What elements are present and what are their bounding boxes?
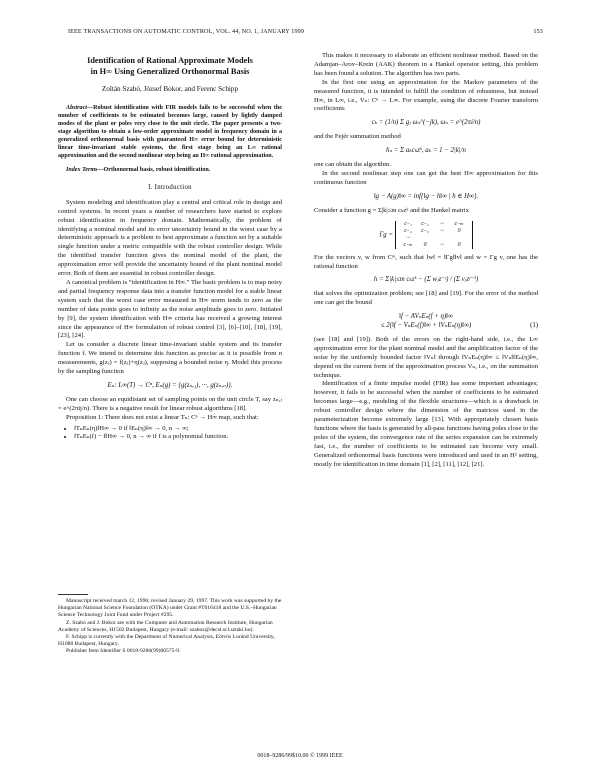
right-paragraph-3: and the Fejér summation method: [314, 133, 401, 141]
hankel-row: [400, 242, 468, 249]
hankel-cell: ···: [439, 220, 445, 227]
hankel-cell: ···: [439, 241, 445, 248]
hankel-cell: ···: [439, 227, 445, 234]
journal-name: IEEE TRANSACTIONS ON AUTOMATIC CONTROL, VOL. 44, NO. 1, JANUARY 1999: [68, 28, 305, 35]
index-terms: [58, 166, 282, 174]
right-paragraph-10: Identification of a finite impulse model (FIR) has some important advantages; however, it fails to be successful when the number of coefficients to be estimated becomes large—e.g., modeling of the flexible structures—which is a drawback in robust controller design where the dimension of the matrices used in the parameterization become extremely large [13]. With appropriately chosen basis functions where the basis is generated by all-pass functions having poles close to the poles of the system, the convergence rate of the series expansion can be extremely fast, i.e., the number of coefficients to be estimated can become very small. Generalized orthonormal basis functions were introduced and used in an H² setting, mostly for identification in time domain [1], [2], [11], [12], [21].: [314, 380, 538, 468]
hankel-row: [400, 228, 468, 235]
intro-paragraph-1: System modeling and identification play a central and critical role in design and control systems. In recent years a number of researchers have started to explore robust identification in frequency domain. Mathematically, the problem of identifying a nominal model and its error uncertainty bound in the worst case by a deterministic approach is a problem to best approximate a function set by a suitable single function under a metric compatible with the robust controller design. While the identified transfer function gives the nominal model of the plant, the approximation error will provide the uncertainty bound of the plant nominal model error. Both of them are essential in robust controller design.: [58, 198, 282, 278]
proposition-list: [68, 425, 282, 443]
hankel-matrix-body: [395, 221, 473, 249]
abstract: [58, 104, 282, 160]
abstract-text: Robust identification with FIR models fails to be successful when the number of coefficients to be estimated becomes large, caused by lightly damped modes of the plant or poles very close to the unit circle. The paper presents a two-stage algorithm to obtain a low-order approximate model in frequency domain in a generalized orthonormal basis with guaranteed H∞ error bound for deterministic linear time-invariant stable systems, the first stage being an L∞ rational approximation and the second nonlinear step being an H∞ rational approximation.: [58, 104, 282, 159]
index-terms-text: Orthonormal basis, robust identification.: [103, 166, 211, 173]
paper-title: [64, 56, 276, 77]
abstract-label: Abstract—: [66, 104, 94, 111]
footnote-identifier: Publisher Item Identifier S 0018-9286(99)00575-9.: [66, 648, 181, 655]
error-bound-equation: [314, 313, 538, 331]
footnote-affiliation-2: F. Schipp is currently with the Department of Numerical Analysis, Eötvös Loránd University, H1088 Budapest, Hungary.: [58, 634, 275, 648]
right-paragraph-5: In the second nonlinear step one can get the best H∞ approximation for this continuous function: [314, 169, 538, 186]
right-paragraph-9: (see [18] and [19]). Both of the errors on the right-hand side, i.e., the L∞ approximation error for the plant nominal model and the amplification factor of the noise by the uniformly bounded factor ‖Vₙ‖ through ‖VₙEₙ(η)‖∞ ≤ ‖Vₙ‖‖Eₙ(η)‖∞, depend on the current form of the approximation process Vₙ, i.e., on the summation technique.: [314, 335, 538, 379]
right-paragraph-2: In the first one using an approximation for the Markov parameters of the measured function, it is intended to fulfill the condition of robustness, but instead H∞, in L∞, i.e., Vₙ: Cⁿ → L∞. For example, using the discrete Fourier transform coefficients: [314, 78, 538, 113]
right-paragraph-6: Consider a function g = Σ|k|≤m cₖzᵏ and the Hankel matrix: [314, 206, 469, 214]
authors: Zoltán Szabó, József Bokor, and Ferenc Schipp: [101, 85, 239, 93]
footnote-affiliation-1: Z. Szabó and J. Bokor are with the Computer and Automation Research Institute, Hungarian Academy of Sciences, H1502 Budapest, Hungary (e-mail: szaboz@decst.scl.sztaki.hu).: [58, 619, 273, 633]
title-line-2: in H∞ Using Generalized Orthonormal Basis: [90, 66, 250, 76]
proposition-bullet-2: • ‖TₙEₙ(f) − f‖H∞ → 0, n → ∞ if f is a polynomial function.: [74, 433, 282, 442]
error-bound-line-1: ‖f − AVₙEₙ(f + η)‖∞: [399, 313, 453, 321]
footnote-rule: [58, 594, 88, 595]
copyright-footer: 0018–9286/99$10.00 © 1999 IEEE: [257, 753, 343, 759]
hankel-cell: 0: [423, 241, 427, 248]
hankel-cell: c₋₃: [421, 227, 429, 234]
hankel-cell: c₋ₘ: [454, 220, 464, 227]
hankel-row: [400, 221, 468, 228]
footnotes: [58, 594, 282, 656]
left-column: [58, 52, 282, 444]
proposition-bullet-1: • ‖TₙEₙ(η)‖H∞ → 0 if ‖Eₙ(η)‖∞ → 0, n → ∞;: [74, 425, 282, 434]
rational-function-equation: h = Σ|k|≤m cₖzᵏ − (Σ wⱼz⁻ʲ) / (Σ vⱼzʲ⁻¹): [373, 276, 479, 284]
hankel-cell: c₋₂: [404, 227, 412, 234]
fejer-equation: hₙ = Σ aₖcₖzᵏ, aₖ = 1 − 2|k|/n: [386, 147, 466, 155]
infimum-equation: ‖g − A(g)‖∞ = inf{‖g − h‖∞ | h ∈ H∞}.: [373, 192, 479, 200]
proposition-1: Proposition 1: There does not exist a linear Tₙ: Cⁿ → H∞ map, such that:: [66, 413, 259, 421]
hankel-cell: c₋₂: [421, 220, 429, 227]
hankel-matrix: [314, 221, 538, 249]
intro-paragraph-4: One can choose an equidistant set of sampling points on the unit circle T, say zₙ,ⱼ = e^(2πij/n). There is a negative result for linear robust algorithms [18].: [58, 395, 282, 412]
right-paragraph-7: For the vectors v, w from Cᵐ, such that ‖w‖ = ‖Γg‖‖v‖ and w = Γg v, one has the rational function: [314, 253, 538, 270]
hankel-cell: c₋ₘ: [403, 241, 413, 248]
error-bound-line-2: [314, 322, 538, 331]
hankel-cell: 0: [457, 241, 461, 248]
right-paragraph-4: one can obtain the algorithm.: [314, 161, 392, 169]
hankel-row: [400, 235, 468, 242]
right-paragraph-1: This makes it necessary to elaborate an efficient nonlinear method. Based on the Adamjan–Arov–Krein (AAK) theorem in a Hankel operator setting, this problem has been found a solution. The algorithm has two parts.: [314, 52, 538, 77]
right-column: [314, 52, 538, 470]
hankel-cell: ···: [405, 234, 411, 241]
error-bound-rhs: ≤ 2(‖f − VₙEₙ(f)‖∞ + ‖VₙEₙ(η)‖∞): [380, 322, 472, 330]
footnote-manuscript: Manuscript received march 12, 1996; revised January 29, 1997. This work was supported by the Hungarian National Science Foundation (OTKA) under Grant #T016418 and the U.S.–Hungarian Science Technology Joint Fund under Project #295.: [58, 598, 282, 619]
hankel-label: Γg =: [379, 231, 393, 239]
title-line-1: Identification of Rational Approximate Models: [87, 56, 253, 65]
section-heading: I. Introduction: [148, 183, 192, 191]
intro-paragraph-3: Let us consider a discrete linear time-invariant stable system and its transfer function f. We intend to determine this function as precise as it is possible from n measurements, g(zⱼ) = f(zⱼ)+η(zⱼ), supposing a bounded noise η. Model this process by the sampling function: [58, 341, 282, 376]
page-number: 153: [533, 28, 543, 35]
index-terms-label: Index Terms—: [66, 166, 104, 173]
equation-number: (1): [530, 322, 538, 330]
intro-paragraph-2: A canonical problem is “identification in H∞.” The basic problem is to map noisy and partial frequency response data into a transfer function model for a stable linear system such that the worst case error measured in H∞ norm tends to zero as the number of data points goes to infinity as the noise amplitude goes to zero. Initiated by [9], the system identification with H∞ criteria has received a growing interest since the appearance of H∞ formulation of robust control [3], [6]–[10], [18], [19], [23], [24].: [58, 278, 282, 340]
right-paragraph-8: that solves the optimization problem; see [18] and [19]. For the error of the method one can get the bound: [314, 290, 538, 307]
sampling-equation: Eₙ: L∞(T) → Cⁿ, Eₙ(g) = {g(zₙ,₁), ···, g(zₙ,ₙ)}.: [107, 381, 233, 389]
hankel-cell: 0: [457, 227, 461, 234]
hankel-cell: c₋₁: [404, 220, 412, 227]
dft-equation: cₖ = (1/n) Σ gⱼ ωₙ^(−jk), ωₙ = e^(2πi/n): [371, 119, 481, 127]
